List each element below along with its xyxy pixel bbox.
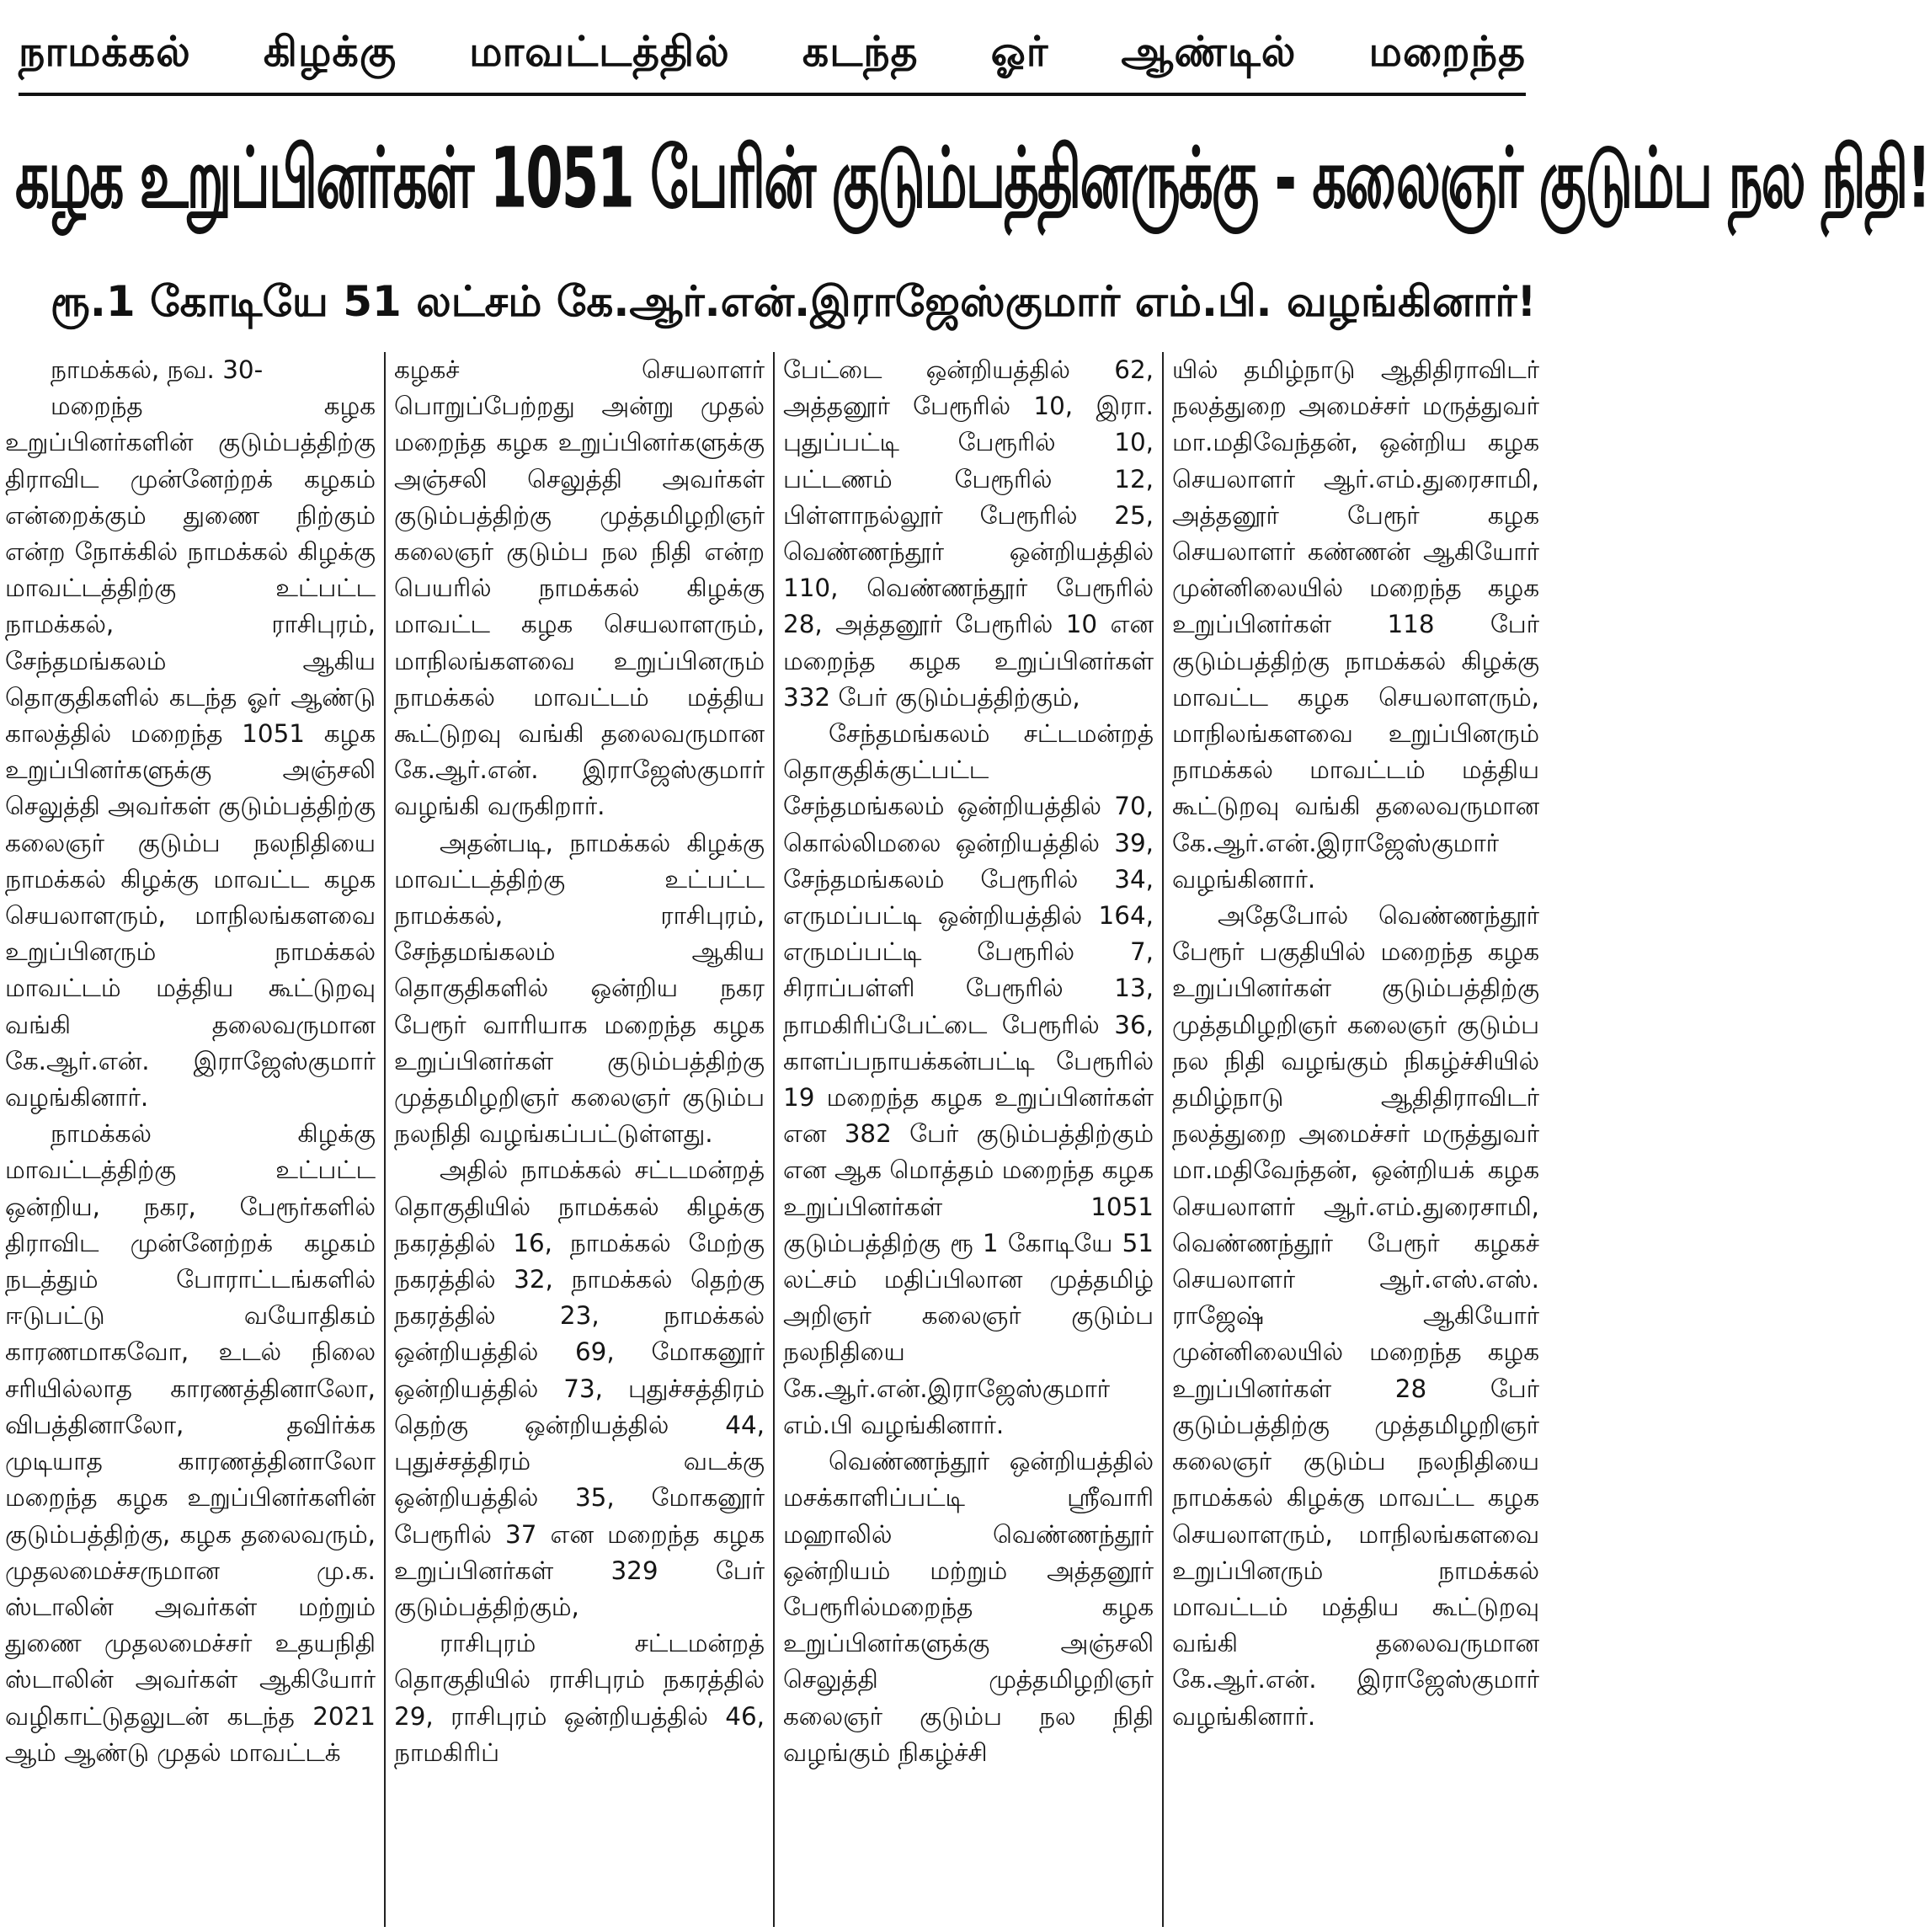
paragraph: ராசிபுரம் சட்டமன்றத் தொகுதியில் ராசிபுரம் நகரத்தில் 29, ராசிபுரம் ஒன்றியத்தில் 46, நாமகிரிப் xyxy=(394,1629,765,1767)
paragraph: யில் தமிழ்நாடு ஆதிதிராவிடர் நலத்துறை அமைச்சர் மருத்துவர் மா.மதிவேந்தன், ஒன்றிய கழக செயலாளர் ஆர்.எம்.துரைசாமி, அத்தனூர் பேரூர் கழக செயலாளர் கண்ணன் ஆகியோர் முன்னிலையில் மறைந்த கழக உறுப்பினர்கள் 118 பேர் குடும்பத்திற்கு நாமக்கல் கிழக்கு மாவட்ட கழக செயலாளரும், மாநிலங்களவை உறுப்பினரும் நாமக்கல் மாவட்டம் மத்திய கூட்டுறவு வங்கி தலைவருமான கே.ஆர்.என்.இராஜேஸ்குமார் வழங்கினார். xyxy=(1172,355,1539,894)
paragraph: மறைந்த கழக உறுப்பினர்களின் குடும்பத்திற்கு திராவிட முன்னேற்றக் கழகம் என்றைக்கும் துணை நிற்கும் என்ற நோக்கில் நாமக்கல் கிழக்கு மாவட்டத்திற்கு உட்பட்ட நாமக்கல், ராசிபுரம், சேந்தமங்கலம் ஆகிய தொகுதிகளில் கடந்த ஓர் ஆண்டு காலத்தில் மறைந்த 1051 கழக உறுப்பினர்களுக்கு அஞ்சலி செலுத்தி அவர்கள் குடும்பத்திற்கு கலைஞர் குடும்ப நலநிதியை நாமக்கல் கிழக்கு மாவட்ட கழக செயலாளரும், மாநிலங்களவை உறுப்பினரும் நாமக்கல் மாவட்டம் மத்திய கூட்டுறவு வங்கி தலைவருமான கே.ஆர்.என். இராஜேஸ்குமார் வழங்கினார். xyxy=(5,392,376,1113)
article-body xyxy=(5,352,1539,1927)
subheadline: ரூ.1 கோடியே 51 லட்சம் கே.ஆர்.என்.இராஜேஸ்குமார் எம்.பி. வழங்கினார்! xyxy=(51,277,1537,326)
paragraph: வெண்ணந்தூர் ஒன்றியத்தில் மசக்காளிப்பட்டி ஸ்ரீவாரி மஹாலில் வெண்ணந்தூர் ஒன்றியம் மற்றும் அத்தனூர் பேரூரில்மறைந்த கழக உறுப்பினர்களுக்கு அஞ்சலி செலுத்தி முத்தமிழறிஞர் கலைஞர் குடும்ப நல நிதி வழங்கும் நிகழ்ச்சி xyxy=(783,1447,1154,1767)
paragraph: நாமக்கல் கிழக்கு மாவட்டத்திற்கு உட்பட்ட ஒன்றிய, நகர, பேரூர்களில் திராவிட முன்னேற்றக் கழகம் நடத்தும் போராட்டங்களில் ஈடுபட்டு வயோதிகம் காரணமாகவோ, உடல் நிலை சரியில்லாத காரணத்தினாலோ, விபத்தினாலோ, தவிர்க்க முடியாத காரணத்தினாலோ மறைந்த கழக உறுப்பினர்களின் குடும்பத்திற்கு, கழக தலைவரும், முதலமைச்சருமான மு.க. ஸ்டாலின் அவர்கள் மற்றும் துணை முதலமைச்சர் உதயநிதி ஸ்டாலின் அவர்கள் ஆகியோர் வழிகாட்டுதலுடன் கடந்த 2021 ஆம் ஆண்டு முதல் மாவட்டக் xyxy=(5,1119,376,1767)
column-4 xyxy=(1172,352,1539,1927)
paragraph: கழகச் செயலாளர் பொறுப்பேற்றது அன்று முதல் மறைந்த கழக உறுப்பினர்களுக்கு அஞ்சலி செலுத்தி அவர்கள் குடும்பத்திற்கு முத்தமிழறிஞர் கலைஞர் குடும்ப நல நிதி என்ற பெயரில் நாமக்கல் கிழக்கு மாவட்ட கழக செயலாளரும், மாநிலங்களவை உறுப்பினரும் நாமக்கல் மாவட்டம் மத்திய கூட்டுறவு வங்கி தலைவருமான கே.ஆர்.என். இராஜேஸ்குமார் வழங்கி வருகிறார். xyxy=(394,355,765,821)
paragraph: அதன்படி, நாமக்கல் கிழக்கு மாவட்டத்திற்கு உட்பட்ட நாமக்கல், ராசிபுரம், சேந்தமங்கலம் ஆகிய தொகுதிகளில் ஒன்றிய நகர பேரூர் வாரியாக மறைந்த கழக உறுப்பினர்கள் குடும்பத்திற்கு முத்தமிழறிஞர் கலைஞர் குடும்ப நலநிதி வழங்கப்பட்டுள்ளது. xyxy=(394,828,765,1149)
paragraph: அதேபோல் வெண்ணந்தூர் பேரூர் பகுதியில் மறைந்த கழக உறுப்பினர்கள் குடும்பத்திற்கு முத்தமிழறிஞர் கலைஞர் குடும்ப நல நிதி வழங்கும் நிகழ்ச்சியில் தமிழ்நாடு ஆதிதிராவிடர் நலத்துறை அமைச்சர் மருத்துவர் மா.மதிவேந்தன், ஒன்றியக் கழக செயலாளர் ஆர்.எம்.துரைசாமி, வெண்ணந்தூர் பேரூர் கழகச் செயலாளர் ஆர்.எஸ்.எஸ். ராஜேஷ் ஆகியோர் முன்னிலையில் மறைந்த கழக உறுப்பினர்கள் 28 பேர் குடும்பத்திற்கு முத்தமிழறிஞர் கலைஞர் குடும்ப நலநிதியை நாமக்கல் கிழக்கு மாவட்ட கழக செயலாளரும், மாநிலங்களவை உறுப்பினரும் நாமக்கல் மாவட்டம் மத்திய கூட்டுறவு வங்கி தலைவருமான கே.ஆர்.என். இராஜேஸ்குமார் வழங்கினார். xyxy=(1172,901,1539,1731)
paragraph: சேந்தமங்கலம் சட்டமன்றத் தொகுதிக்குட்பட்ட சேந்தமங்கலம் ஒன்றியத்தில் 70, கொல்லிமலை ஒன்றியத்தில் 39, சேந்தமங்கலம் பேரூரில் 34, எருமப்பட்டி ஒன்றியத்தில் 164, எருமப்பட்டி பேரூரில் 7, சிராப்பள்ளி பேரூரில் 13, நாமகிரிப்பேட்டை பேரூரில் 36, காளப்பநாயக்கன்பட்டி பேரூரில் 19 மறைந்த கழக உறுப்பினர்கள் என 382 பேர் குடும்பத்திற்கும் என ஆக மொத்தம் மறைந்த கழக உறுப்பினர்கள் 1051 குடும்பத்திற்கு ரூ 1 கோடியே 51 லட்சம் மதிப்பிலான முத்தமிழ் அறிஞர் கலைஞர் குடும்ப நலநிதியை கே.ஆர்.என்.இராஜேஸ்குமார் எம்.பி வழங்கினார். xyxy=(783,719,1154,1439)
column-3 xyxy=(783,352,1154,1927)
column-divider xyxy=(773,352,775,1927)
paragraph: பேட்டை ஒன்றியத்தில் 62, அத்தனூர் பேரூரில் 10, இரா. புதுப்பட்டி பேரூரில் 10, பட்டணம் பேரூரில் 12, பிள்ளாநல்லூர் பேரூரில் 25, வெண்ணந்தூர் ஒன்றியத்தில் 110, வெண்ணந்தூர் பேரூரில் 28, அத்தனூர் பேரூரில் 10 என மறைந்த கழக உறுப்பினர்கள் 332 பேர் குடும்பத்திற்கும், xyxy=(783,355,1154,712)
kicker-line: நாமக்கல் கிழக்கு மாவட்டத்தில் கடந்த ஓர் ஆண்டில் மறைந்த xyxy=(19,28,1526,76)
headline: கழக உறுப்பினர்கள் 1051 பேரின் குடும்பத்தினருக்கு - கலைஞர் குடும்ப நல நிதி! xyxy=(15,131,1930,228)
column-1 xyxy=(5,352,376,1927)
column-2 xyxy=(394,352,765,1927)
paragraph: அதில் நாமக்கல் சட்டமன்றத் தொகுதியில் நாமக்கல் கிழக்கு நகரத்தில் 16, நாமக்கல் மேற்கு நகரத்தில் 32, நாமக்கல் தெற்கு நகரத்தில் 23, நாமக்கல் ஒன்றியத்தில் 69, மோகனூர் ஒன்றியத்தில் 73, புதுச்சத்திரம் தெற்கு ஒன்றியத்தில் 44, புதுச்சத்திரம் வடக்கு ஒன்றியத்தில் 35, மோகனூர் பேரூரில் 37 என மறைந்த கழக உறுப்பினர்கள் 329 பேர் குடும்பத்திற்கும், xyxy=(394,1155,765,1621)
column-divider xyxy=(1162,352,1164,1927)
dateline: நாமக்கல், நவ. 30- xyxy=(51,355,264,384)
column-divider xyxy=(384,352,386,1927)
